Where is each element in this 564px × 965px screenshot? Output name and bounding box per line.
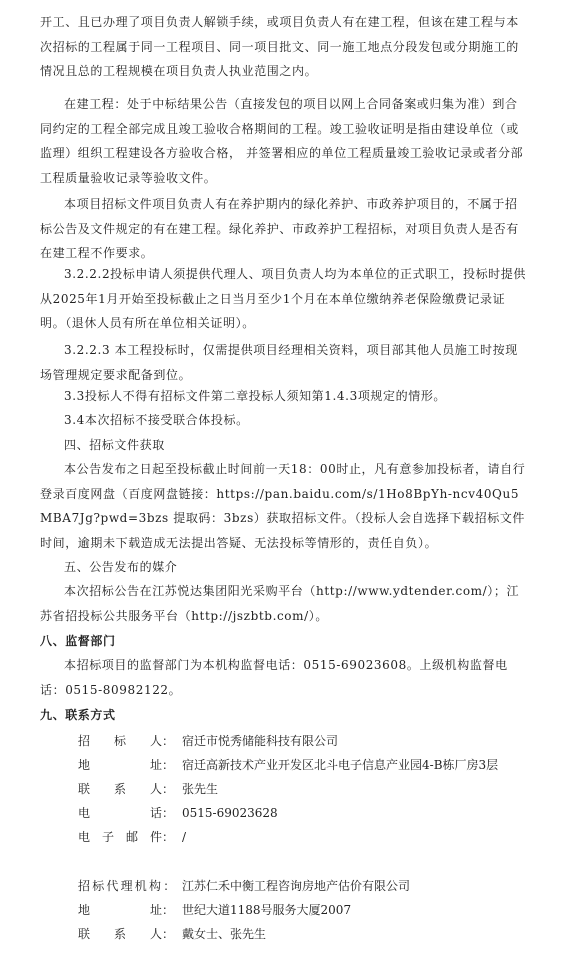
contact-row-agency-address (78, 898, 351, 922)
contact-value: 江苏仁禾中衡工程咨询房地产估价有限公司 (182, 879, 411, 893)
paragraph-publication-media: 本次招标公告在江苏悦达集团阳光采购平台（http://www.ydtender.com/）；江苏省招投标公共服务平台（http://jszbtb.com/）。 (40, 584, 520, 623)
contact-value: 戴女士、张先生 (182, 927, 267, 941)
paragraph-3-2-2-2: 3.2.2.2投标申请人须提供代理人、项目负责人均为本单位的正式职工，投标时提供从2025年1月开始至投标截止之日当月至少1个月在本单位缴纳养老保险缴费记录证明。（退休人员有所在单位相关证明）。 (40, 267, 526, 330)
contact-row-agency-person (78, 922, 266, 946)
contact-label: 地 址： (78, 903, 175, 917)
contact-value: 0515-69023628 (182, 806, 278, 820)
paragraph-document-acquisition: 本公告发布之日起至投标截止时间前一天18：00时止，凡有意参加投标者，请自行登录百度网盘（百度网盘链接：https://pan.baidu.com/s/1Ho8BpYh-ncv40Qu5MBA7Jg?pwd=3bzs 提取码：3bzs）获取招标文件。（投标人会自选择下载招标文件时间，逾期未下载造成无法提出答疑、无法投标等情形的，责任自负）。 (40, 462, 526, 550)
paragraph-maintenance-projects: 本项目招标文件项目负责人有在养护期内的绿化养护、市政养护项目的，不属于招标公告及文件规定的有在建工程。绿化养护、市政养护工程招标，对项目负责人是否有在建工程不作要求。 (40, 197, 519, 260)
heading-section-4: 四、招标文件获取 (64, 438, 165, 452)
contact-row-email (78, 825, 186, 849)
heading-section-8: 八、监督部门 (40, 634, 116, 648)
contact-row-agency (78, 874, 410, 898)
paragraph-in-progress-definition: 在建工程：处于中标结果公告（直接发包的项目以网上合同备案或归集为准）到合同约定的工程全部完成且竣工验收合格期间的工程。竣工验收证明是指由建设单位（或监理）组织工程建设各方验收合格， 并签署相应的单位工程质量竣工验收记录或者分部工程质量验收记录等验收文件。 (40, 97, 524, 185)
paragraph-3-4: 3.4本次招标不接受联合体投标。 (64, 413, 249, 427)
contact-label: 招标代理机构： (78, 879, 178, 893)
contact-label: 联 系 人： (78, 927, 175, 941)
contact-row-tenderer (78, 729, 338, 753)
contact-row-person (78, 777, 218, 801)
heading-section-5: 五、公告发布的媒介 (64, 560, 178, 574)
contact-label: 招 标 人： (78, 734, 175, 748)
paragraph-3-3: 3.3投标人不得有招标文件第二章投标人须知第1.4.3项规定的情形。 (64, 389, 447, 403)
heading-section-9: 九、联系方式 (40, 708, 116, 722)
contact-label: 电 子 邮 件： (78, 830, 175, 844)
contact-value: 宿迁高新技术产业开发区北斗电子信息产业园4-B栋厂房3层 (182, 758, 499, 772)
contact-value: 世纪大道1188号服务大厦2007 (182, 903, 352, 917)
contact-value: 张先生 (182, 782, 219, 796)
paragraph-continuation: 开工、且已办理了项目负责人解锁手续，或项目负责人有在建工程，但该在建工程与本次招标的工程属于同一工程项目、同一项目批文、同一施工地点分段发包或分期施工的情况且总的工程规模在项目负责人执业范围之内。 (40, 15, 519, 78)
contact-value: 宿迁市悦秀储能科技有限公司 (182, 734, 339, 748)
paragraph-3-2-2-3: 3.2.2.3 本工程投标时，仅需提供项目经理相关资料，项目部其他人员施工时按现场管理规定要求配备到位。 (40, 343, 518, 382)
contact-label: 电 话： (78, 806, 175, 820)
contact-value: / (182, 830, 187, 844)
contact-label: 地 址： (78, 758, 175, 772)
paragraph-supervision: 本招标项目的监督部门为本机构监督电话：0515-69023608。上级机构监督电话：0515-80982122。 (40, 658, 508, 697)
contact-row-phone (78, 801, 278, 825)
contact-row-address (78, 753, 498, 777)
contact-label: 联 系 人： (78, 782, 175, 796)
